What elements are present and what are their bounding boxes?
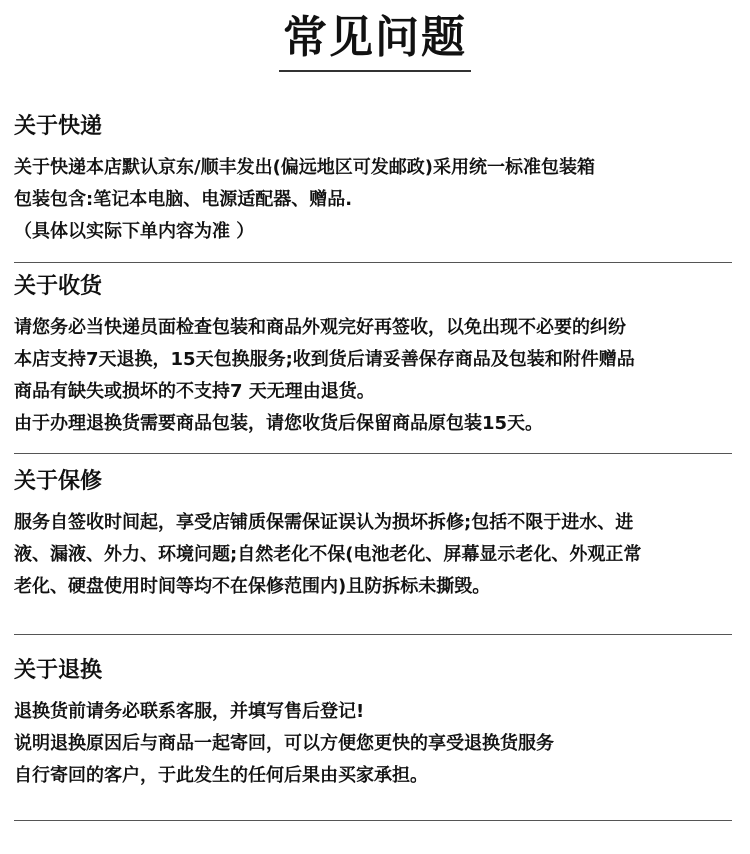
text-line: 老化、硬盘使用时间等均不在保修范围内)且防拆标未撕毁。 — [14, 576, 491, 597]
section-receiving — [14, 272, 744, 440]
text-line: 服务自签收时间起，享受店铺质保需保证误认为损坏拆修;包括不限于进水、进 — [14, 512, 634, 533]
text-line: 商品有缺失或损坏的不支持7 天无理由退货。 — [14, 381, 375, 402]
section-divider — [14, 262, 732, 263]
section-heading-warranty: 关于保修 — [14, 469, 103, 494]
text-line: （具体以实际下单内容为准 ） — [14, 221, 255, 242]
text-line: 请您务必当快递员面检查包装和商品外观完好再签收，以免出现不必要的纠纷 — [14, 317, 626, 338]
section-divider — [14, 453, 732, 454]
section-returns — [14, 656, 744, 792]
page-title: 常见问题 — [279, 12, 471, 72]
section-divider — [14, 634, 732, 635]
section-heading-receiving: 关于收货 — [14, 274, 103, 299]
text-line: 包装包含:笔记本电脑、电源适配器、赠品. — [14, 189, 353, 210]
section-heading-express: 关于快递 — [14, 114, 103, 139]
section-divider — [14, 820, 732, 821]
page-header — [0, 0, 750, 80]
text-line: 液、漏液、外力、环境问题;自然老化不保(电池老化、屏幕显示老化、外观正常 — [14, 544, 642, 565]
section-warranty — [14, 467, 744, 603]
text-line: 本店支持7天退换，15天包换服务;收到货后请妥善保存商品及包装和附件赠品 — [14, 349, 635, 370]
section-heading-returns: 关于退换 — [14, 658, 103, 683]
text-line: 自行寄回的客户，于此发生的任何后果由买家承担。 — [14, 765, 428, 786]
section-express — [14, 112, 744, 248]
text-line: 说明退换原因后与商品一起寄回，可以方便您更快的享受退换货服务 — [14, 733, 554, 754]
text-line: 关于快递本店默认京东/顺丰发出(偏远地区可发邮政)采用统一标准包装箱 — [14, 157, 596, 178]
text-line: 退换货前请务必联系客服，并填写售后登记! — [14, 701, 365, 722]
text-line: 由于办理退换货需要商品包装，请您收货后保留商品原包装15天。 — [14, 413, 544, 434]
